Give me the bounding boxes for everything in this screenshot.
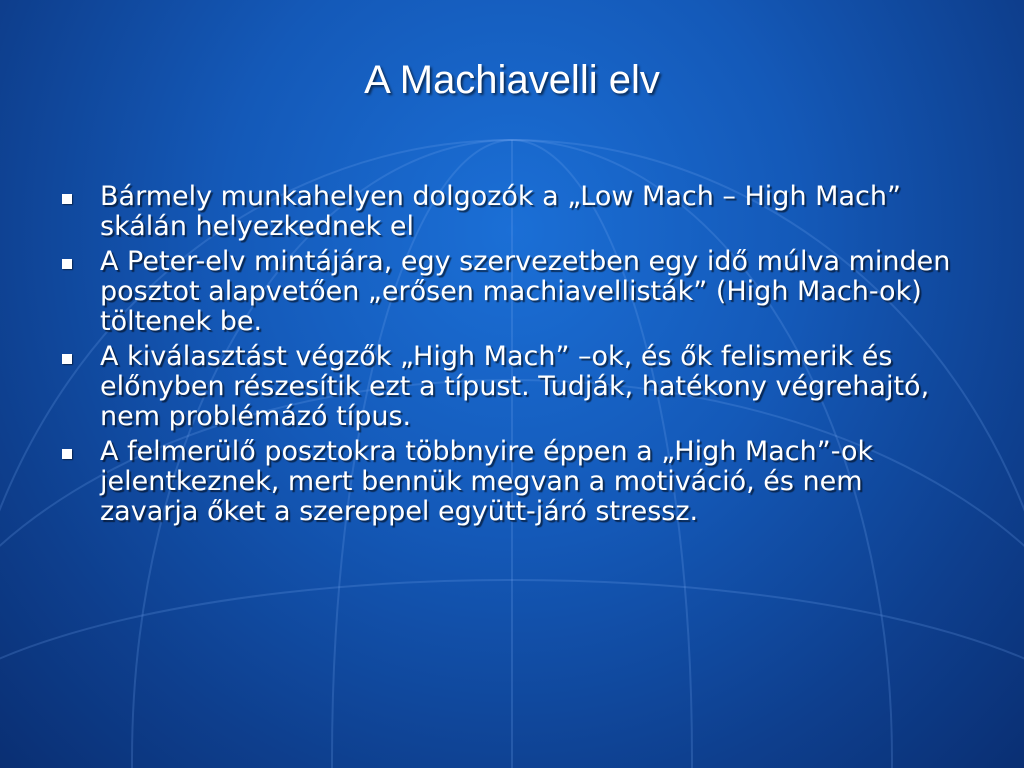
bullet-list bbox=[60, 182, 960, 532]
bullet-text: A felmerülő posztokra többnyire éppen a „High Mach”-ok jelentkeznek, mert bennük megvan a motiváció, és nem zavarja őket a szereppel együtt-járó stressz. bbox=[100, 436, 874, 527]
list-item bbox=[60, 247, 960, 337]
square-bullet-icon bbox=[62, 194, 72, 204]
square-bullet-icon bbox=[62, 354, 72, 364]
list-item bbox=[60, 437, 960, 527]
slide-title: A Machiavelli elv bbox=[364, 58, 660, 102]
list-item bbox=[60, 182, 960, 242]
square-bullet-icon bbox=[62, 449, 72, 459]
bullet-text: Bármely munkahelyen dolgozók a „Low Mach – High Mach” skálán helyezkednek el bbox=[100, 181, 901, 242]
square-bullet-icon bbox=[62, 259, 72, 269]
list-item bbox=[60, 342, 960, 432]
bullet-text: A kiválasztást végzők „High Mach” –ok, és ők felismerik és előnyben részesítik ezt a típust. Tudják, hatékony végrehajtó, nem problémázó típus. bbox=[100, 341, 930, 432]
bullet-text: A Peter-elv mintájára, egy szervezetben egy idő múlva minden posztot alapvetően „erősen machiavellisták” (High Mach-ok) töltenek be. bbox=[100, 246, 951, 337]
